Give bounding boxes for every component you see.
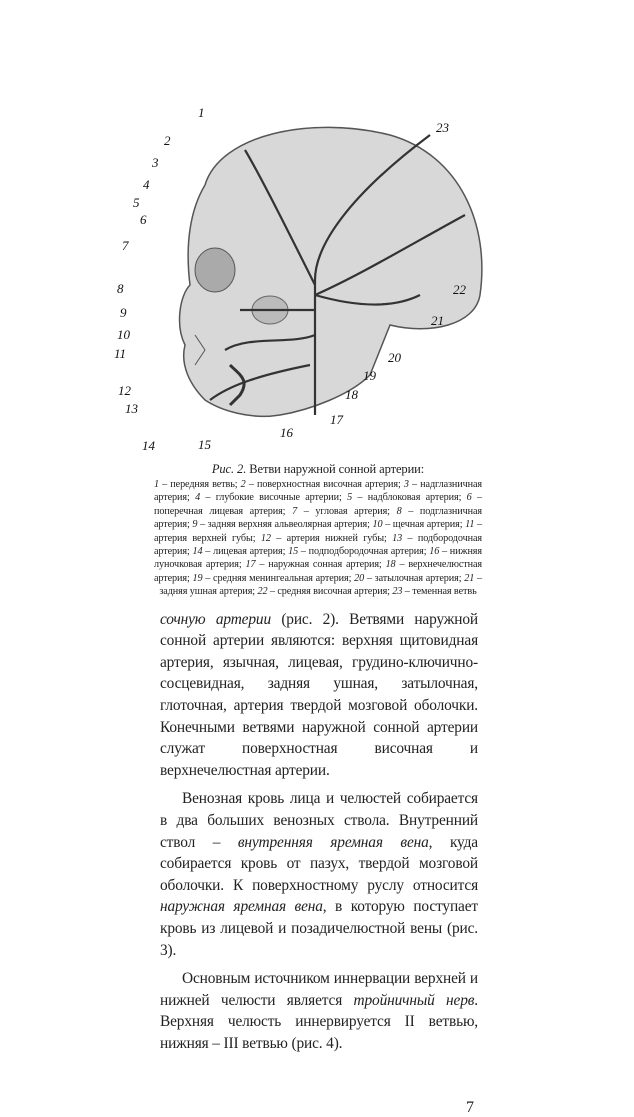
legend-entry: 6 – поперечная лицевая артерия; xyxy=(154,492,482,517)
figure-label: 9 xyxy=(120,305,127,320)
figure-label: 22 xyxy=(453,282,466,297)
legend-entry: 3 – надглазничная артерия; xyxy=(154,479,483,504)
page-number: 7 xyxy=(466,1098,474,1116)
text-run: , куда собирается кровь от пазух, твердой мозговой оболочки. К поверхностному руслу относится xyxy=(160,833,478,894)
text-run: , в которую поступает кровь из лицевой и позадичелюстной вены (рис. 3). xyxy=(160,898,478,959)
figure-label: 20 xyxy=(388,350,401,365)
legend-entry: 14 – лицевая артерия; xyxy=(192,546,289,558)
caption-prefix: Рис. 2. xyxy=(211,462,247,476)
legend-entry: 2 – поверхностная височная артерия; xyxy=(240,479,404,490)
emphasized-term: внутренняя яремная вена xyxy=(237,833,429,851)
legend-entry: 20 – затылочная артерия; xyxy=(354,572,465,584)
legend-entry: 13 – подбородочная артерия; xyxy=(154,532,482,558)
figure-label: 10 xyxy=(117,327,130,342)
caption-title-text: Ветви наружной сонной артерии: xyxy=(249,462,425,476)
figure-label: 18 xyxy=(345,387,358,402)
figure-label: 14 xyxy=(142,438,155,453)
figure-label: 3 xyxy=(152,155,159,170)
figure-label: 6 xyxy=(140,212,147,227)
legend-entry: 10 – щечная артерия; xyxy=(372,519,466,531)
skull-drawing xyxy=(110,95,510,455)
legend-entry: 22 – средняя височная артерия; xyxy=(257,586,393,598)
legend-entry: 4 – глубокие височные артерии; xyxy=(195,492,348,504)
text-run: Основным источником иннервации верхней и нижней челюсти является xyxy=(160,970,478,1009)
legend-entry: 9 – задняя верхняя альвеолярная артерия; xyxy=(192,519,373,531)
legend-entry: 5 – надблоковая артерия; xyxy=(347,492,467,504)
figure-caption xyxy=(154,461,482,599)
paragraph xyxy=(160,609,478,782)
legend-entry: 7 – угловая артерия; xyxy=(292,505,397,517)
legend-entry: 21 – задняя ушная артерия; xyxy=(159,572,482,598)
emphasized-term: тройничный нерв xyxy=(353,991,475,1009)
legend-entry: 18 – верхнечелюстная артерия; xyxy=(154,559,482,584)
legend-entry: 11 – артерия верхней губы; xyxy=(154,519,482,544)
figure-label: 8 xyxy=(117,281,124,296)
legend-entry: 19 – средняя менингеальная артерия; xyxy=(192,572,355,584)
legend-entry: 15 – подподбородочная артерия; xyxy=(288,546,430,558)
text-run: Венозная кровь лица и челюстей собирается в два больших венозных ствола. Внутренний ствол – xyxy=(160,790,478,851)
text-run: (рис. 2). Ветвями наружной сонной артерии являются: верхняя щитовидная артерия, язычная, лицевая, грудино-ключично-сосцевидная, задняя ушная, затылочная, глоточная, артерия твердой мозговой оболочки. Конечными ветвями наружной сонной артерии служат поверхностная височная и верхнечелюстная артерии. xyxy=(160,610,479,779)
skull-arteries-illustration xyxy=(110,95,510,455)
figure-label: 2 xyxy=(164,133,171,148)
figure-label: 23 xyxy=(436,120,449,135)
figure-label: 5 xyxy=(133,195,140,210)
figure-label: 7 xyxy=(122,238,129,253)
legend-entry: 23 – теменная ветвь xyxy=(392,586,477,598)
paragraph xyxy=(160,788,478,961)
legend-entry: 8 – подглазничная артерия; xyxy=(154,505,482,531)
emphasized-term: наружная яремная вена xyxy=(160,898,323,916)
text-flow xyxy=(154,461,482,1117)
caption-title xyxy=(154,461,482,478)
caption-legend xyxy=(154,479,482,597)
legend-entry: 17 – наружная сонная артерия; xyxy=(245,559,386,571)
text-run: . Верхняя челюсть иннервируется II ветвью, нижняя – III ветвью (рис. 4). xyxy=(160,991,478,1052)
figure-label: 4 xyxy=(143,177,150,192)
legend-entry: 12 – артерия нижней губы; xyxy=(260,532,393,544)
figure-label: 16 xyxy=(280,425,293,440)
figure-label: 15 xyxy=(198,437,211,452)
emphasized-term: сочную артерии xyxy=(160,610,271,628)
paragraph xyxy=(160,968,478,1054)
figure-label: 19 xyxy=(363,368,376,383)
figure-label: 11 xyxy=(114,346,127,361)
figure-label: 17 xyxy=(330,412,343,427)
legend-entry: 16 – нижняя луночковая артерия; xyxy=(154,546,482,571)
body-text xyxy=(160,609,478,1055)
figure-label: 21 xyxy=(431,313,444,328)
legend-entry: 1 – передняя ветвь; xyxy=(154,479,241,490)
figure-label: 13 xyxy=(125,401,138,416)
figure-label: 12 xyxy=(118,383,131,398)
figure-label: 1 xyxy=(198,105,205,120)
